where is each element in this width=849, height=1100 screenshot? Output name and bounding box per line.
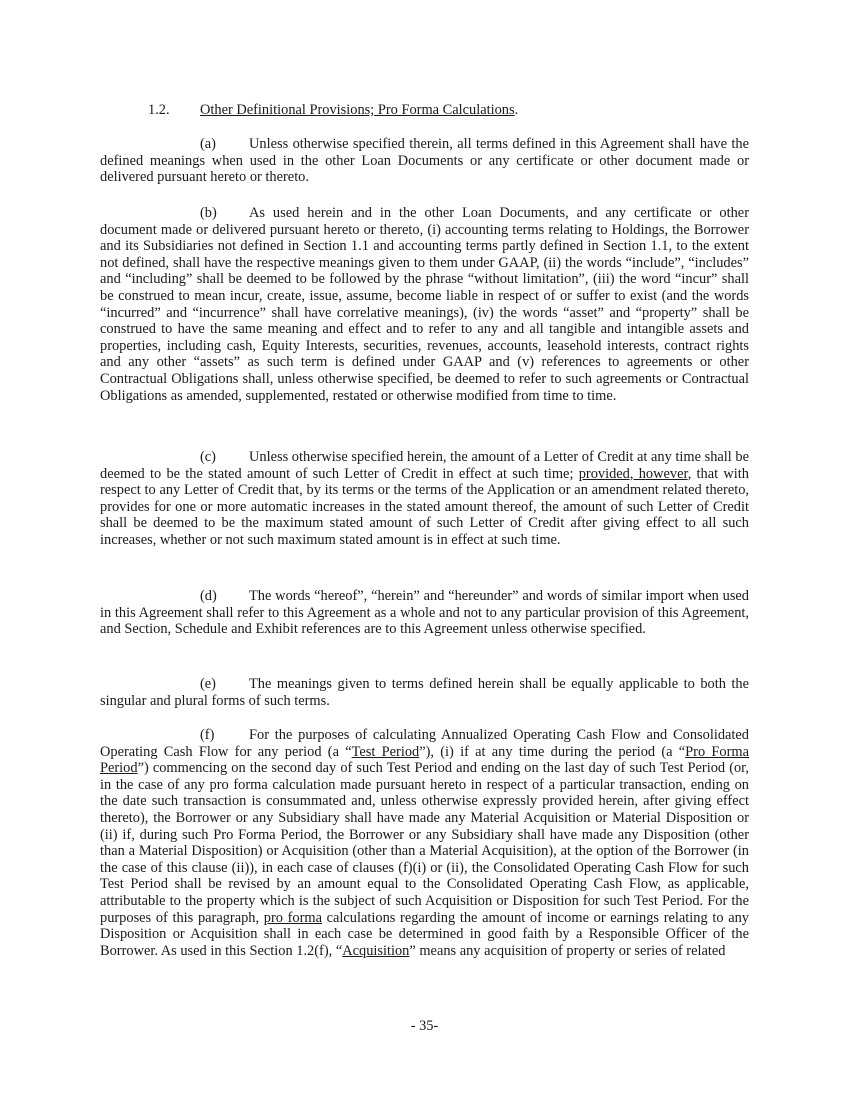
term-pro-forma: pro forma xyxy=(263,909,322,926)
section-title: Other Definitional Provisions; Pro Forma Calculations xyxy=(200,102,515,118)
paragraph-text: As used herein and in the other Loan Documents, and any certificate or other document made or delivered pursuant hereto or thereto, (i) accounting terms relating to Holdings, the Borrower and its Subsidiaries not defined in Section 1.1 and accounting terms partly defined in Section 1.1, to the extent not defined, shall have the respective meanings given to them under GAAP, (ii) the words “include”, “includes” and “including” shall be deemed to be followed by the phrase “without limitation”, (iii) the word “incur” shall be construed to mean incur, create, issue, assume, become liable in respect of or suffer to exist (and the words “incurred” and “incurrence” shall have correlative meanings), (iv) the words “asset” and “property” shall be construed to have the same meaning and effect and to refer to any and all tangible and intangible assets and properties, including cash, Equity Interests, securities, revenues, accounts, leasehold interests, contract rights and any other “assets” as such term is defined under GAAP and (v) references to agreements or other Contractual Obligations shall, unless otherwise specified, be deemed to refer to such agreements or Contractual Obligations as amended, supplemented, restated or otherwise modified from time to time. xyxy=(100,205,749,404)
paragraph-a xyxy=(100,136,749,186)
paragraph-e xyxy=(100,676,749,709)
paragraph-d xyxy=(100,588,749,638)
paragraph-label: (b) xyxy=(200,205,217,221)
paragraph-text: ” means any acquisition of property or series of related xyxy=(409,942,726,959)
paragraph-text: ”), (i) if at any time during the period (a “ xyxy=(419,743,686,760)
paragraph-text: ”) commencing on the second day of such Test Period and ending on the last day of such Test Period (or, in the case of any pro forma calculation made pursuant hereto in respect of a particular transaction, ending on the date such transaction is consummated and, unless otherwise expressly provided herein, after giving effect thereto), the Borrower or any Subsidiary shall have made any Material Acquisition or Material Disposition or (ii) if, during such Pro Forma Period, the Borrower or any Subsidiary shall have made any Disposition (other than a Material Disposition) or Acquisition (other than a Material Acquisition), at the option of the Borrower (in the case of this clause (ii)), in each case of clauses (f)(i) or (ii), the Consolidated Operating Cash Flow for such Test Period shall be revised by an amount equal to the Consolidated Operating Cash Flow, as applicable, attributable to the property which is the subject of such Acquisition or Disposition for such Test Period. For the purposes of this paragraph, xyxy=(100,760,749,926)
paragraph-label: (d) xyxy=(200,588,217,604)
paragraph-text: The meanings given to terms defined herein shall be equally applicable to both the singular and plural forms of such terms. xyxy=(100,676,749,709)
paragraph-text: For the purposes of calculating Annualized Operating Cash Flow and Consolidated Operating Cash Flow for any period (a “ xyxy=(100,727,749,760)
paragraph-label: (f) xyxy=(200,727,215,743)
paragraph-label: (c) xyxy=(200,449,216,465)
paragraph-text: Unless otherwise specified therein, all terms defined in this Agreement shall have the defined meanings when used in the other Loan Documents or any certificate or other document made or delivered pursuant hereto or thereto. xyxy=(100,136,749,186)
defined-term-test-period: Test Period xyxy=(351,743,420,760)
page-number: - 35- xyxy=(410,1018,439,1034)
paragraph-text: calculations regarding the amount of income or earnings relating to any Disposition or Acquisition shall in each case be determined in good faith by a Responsible Officer of the Borrower. As used in this Section 1.2(f), “ xyxy=(100,909,749,959)
provided-however-term: provided, however xyxy=(578,465,688,482)
defined-term-pro-forma-period: Pro Forma Period xyxy=(100,743,749,777)
paragraph-text: , that with respect to any Letter of Credit that, by its terms or the terms of the Application or an amendment related thereto, provides for one or more automatic increases in the stated amount thereof, the amount of such Letter of Credit shall be deemed to be the maximum stated amount of such Letter of Credit after giving effect to all such increases, whether or not such maximum stated amount is in effect at such time. xyxy=(100,465,749,548)
paragraph-b xyxy=(100,205,749,404)
section-heading xyxy=(148,102,518,119)
section-title-end: . xyxy=(514,102,519,118)
paragraph-label: (e) xyxy=(200,676,216,692)
paragraph-text: Unless otherwise specified herein, the amount of a Letter of Credit at any time shall be deemed to be the stated amount of such Letter of Credit in effect at such time; xyxy=(100,449,749,482)
paragraph-text: The words “hereof”, “herein” and “hereunder” and words of similar import when used in this Agreement shall refer to this Agreement as a whole and not to any particular provision of this Agreement, and Section, Schedule and Exhibit references are to this Agreement unless otherwise specified. xyxy=(100,588,749,638)
defined-term-acquisition: Acquisition xyxy=(342,942,410,959)
paragraph-f xyxy=(100,727,749,959)
paragraph-label: (a) xyxy=(200,136,216,152)
section-number: 1.2. xyxy=(148,102,170,118)
paragraph-c xyxy=(100,449,749,549)
